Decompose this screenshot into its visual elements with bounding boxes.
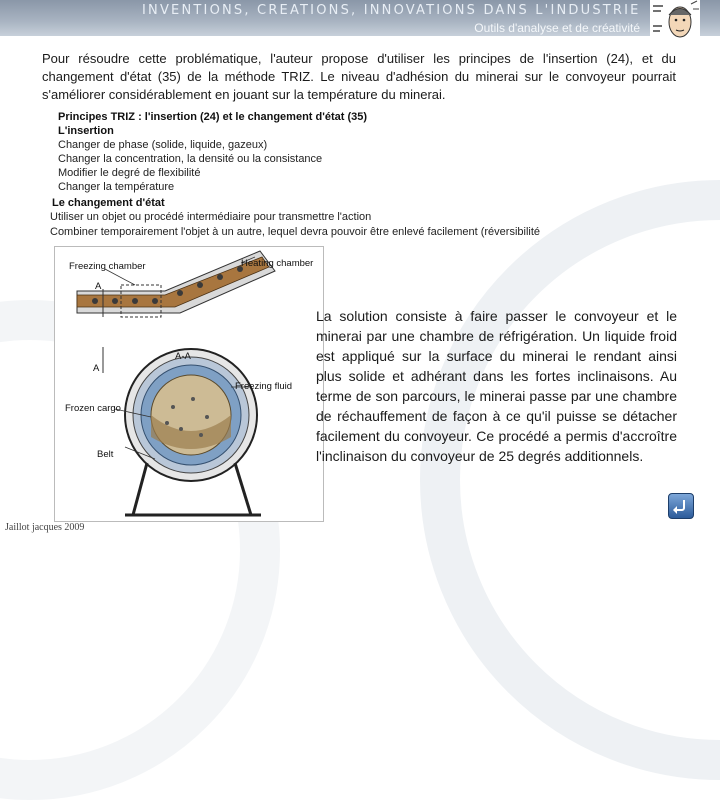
thinking-face-logo xyxy=(650,0,700,40)
change-item: Utiliser un objet ou procédé intermédiaire pour transmettre l'action xyxy=(50,211,372,223)
change-title: Le changement d'état xyxy=(52,197,165,209)
principles-heading: Principes TRIZ : l'insertion (24) et le changement d'état (35) xyxy=(58,111,368,123)
heating-chamber-label: Heating chamber xyxy=(241,258,314,269)
insertion-item: Modifier le degré de flexibilité xyxy=(58,167,201,179)
header-title: INVENTIONS, CREATIONS, INNOVATIONS DANS L'INDUSTRIE xyxy=(142,3,641,18)
section-marker-a-top: A xyxy=(95,281,102,292)
intro-paragraph: Pour résoudre cette problématique, l'auteur propose d'utiliser les principes de l'insertion (24), et du changement d'état (35) de la méthode TRIZ. Le niveau d'adhésion du minerai sur le convoyeur pourrait s'améliorer considérablement en jouant sur la température du minerai. xyxy=(42,51,676,102)
section-marker-a-bottom: A xyxy=(93,363,100,374)
header-subtitle: Outils d'analyse et de créativité xyxy=(474,21,640,35)
frozen-cargo-label: Frozen cargo xyxy=(65,403,121,414)
return-arrow-icon xyxy=(669,494,693,518)
return-nav-button[interactable] xyxy=(668,493,694,519)
section-label: A-A xyxy=(175,351,191,362)
belt-label: Belt xyxy=(97,449,114,460)
freezing-fluid-label: Freezing fluid xyxy=(235,381,293,392)
insertion-title: L'insertion xyxy=(58,125,114,137)
change-item: Combiner temporairement l'objet à un autre, lequel devra pouvoir être enlevé facilement (réversibilité xyxy=(50,226,541,238)
insertion-item: Changer la température xyxy=(58,181,175,193)
solution-paragraph: La solution consiste à faire passer le convoyeur et le minerai par une chambre de réfrigération. Un liquide froid est appliqué sur la surface du minerai le rendant ainsi plus solide et adhérant dans les fortes inclinaisons. Au terme de son parcours, le minerai passe par une chambre de réchauffement de façon à ce qu'il puisse se détacher facilement du convoyeur. Ce procédé a permis d'accroître l'inclinaison du convoyeur de 25 degrés additionnels. xyxy=(316,308,677,464)
footer-author: Jaillot jacques 2009 xyxy=(5,522,85,533)
header-band xyxy=(0,0,720,36)
insertion-item: Changer de phase (solide, liquide, gazeux) xyxy=(58,139,268,151)
insertion-item: Changer la concentration, la densité ou la consistance xyxy=(58,153,323,165)
background-arc xyxy=(420,180,720,780)
conveyor-diagram xyxy=(54,246,324,522)
freezing-chamber-label: Freezing chamber xyxy=(69,261,146,272)
